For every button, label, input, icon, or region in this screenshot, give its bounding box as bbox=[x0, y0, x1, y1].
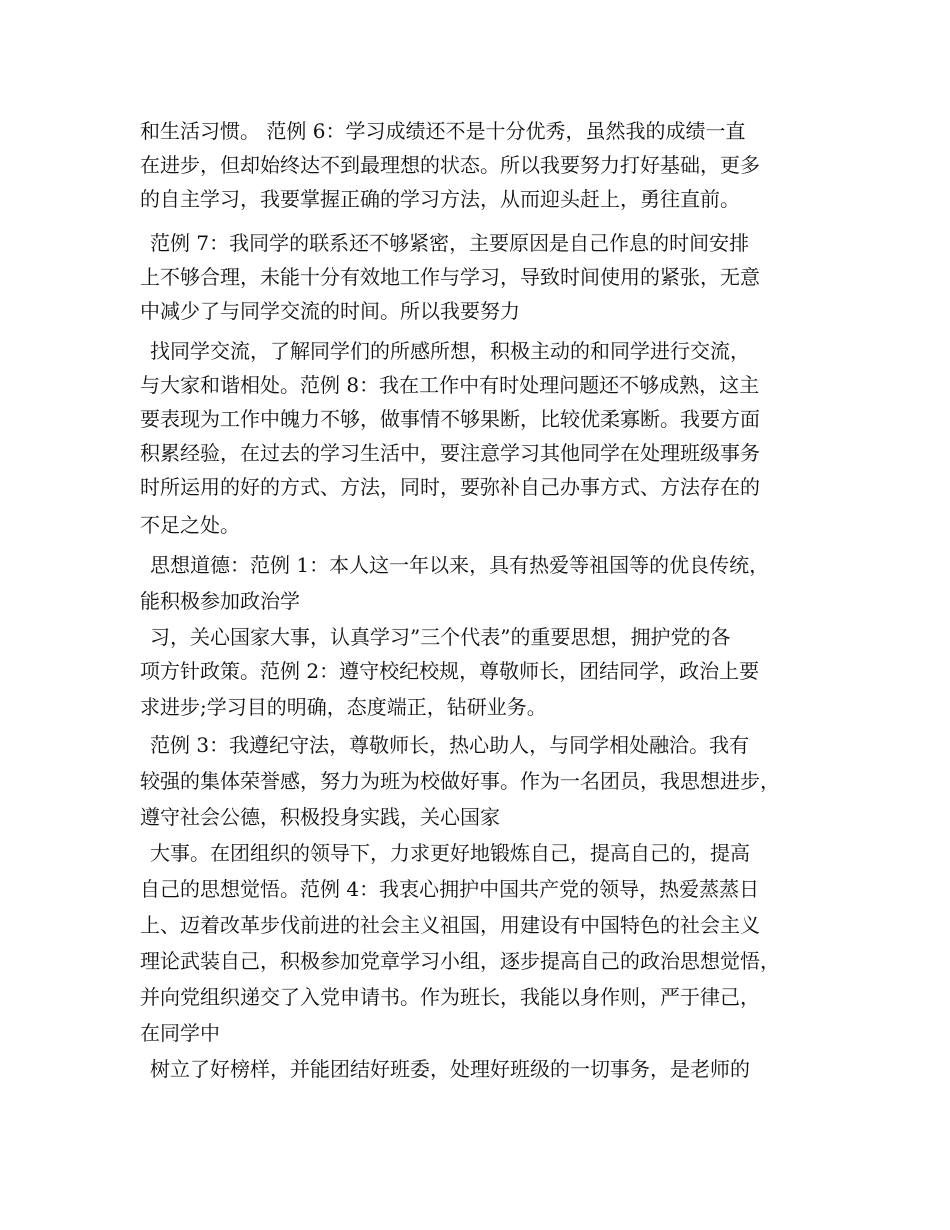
text-line: 找同学交流，了解同学们的所感所想，积极主动的和同学进行交流， bbox=[150, 339, 750, 363]
text-line: 遵守社会公德，积极投身实践，关心国家 bbox=[140, 805, 500, 829]
text-line: 上不够合理，未能十分有效地工作与学习，导致时间使用的紧张，无意 bbox=[140, 265, 760, 289]
text-line: 不足之处。 bbox=[140, 513, 240, 537]
text-line: 在进步，但却始终达不到最理想的状态。所以我要努力打好基础，更多 bbox=[140, 153, 760, 177]
text-line: 求进步;学习目的明确，态度端正，钻研业务。 bbox=[140, 695, 547, 719]
text-line: 自己的思想觉悟。范例 4：我衷心拥护中国共产党的领导，热爱蒸蒸日 bbox=[140, 877, 760, 901]
text-line: 在同学中 bbox=[140, 1021, 220, 1045]
text-line: 大事。在团组织的领导下，力求更好地锻炼自己，提高自己的，提高 bbox=[150, 841, 750, 865]
text-line: 要表现为工作中魄力不够，做事情不够果断，比较优柔寡断。我要方面 bbox=[140, 407, 760, 431]
text-line: 与大家和谐相处。范例 8：我在工作中有时处理问题还不够成熟，这主 bbox=[140, 373, 760, 397]
text-line: 范例 3：我遵纪守法，尊敬师长，热心助人，与同学相处融洽。我有 bbox=[150, 733, 750, 757]
text-line: 中减少了与同学交流的时间。所以我要努力 bbox=[140, 299, 520, 323]
text-line: 积累经验，在过去的学习生活中，要注意学习其他同学在处理班级事务 bbox=[140, 441, 760, 465]
text-line: 项方针政策。范例 2：遵守校纪校规，尊敬师长，团结同学，政治上要 bbox=[140, 659, 760, 683]
text-line: 上、迈着改革步伐前进的社会主义祖国，用建设有中国特色的社会主义 bbox=[140, 913, 760, 937]
text-line: 的自主学习，我要掌握正确的学习方法，从而迎头赶上，勇往直前。 bbox=[140, 187, 740, 211]
text-line: 树立了好榜样，并能团结好班委，处理好班级的一切事务，是老师的 bbox=[150, 1057, 750, 1081]
text-line: 时所运用的好的方式、方法，同时，要弥补自己办事方式、方法存在的 bbox=[140, 475, 760, 499]
text-line: 思想道德：范例 1：本人这一年以来，具有热爱等祖国等的优良传统， bbox=[150, 553, 770, 577]
text-line: 并向党组织递交了入党申请书。作为班长，我能以身作则，严于律己， bbox=[140, 985, 760, 1009]
text-line: 较强的集体荣誉感，努力为班为校做好事。作为一名团员，我思想进步， bbox=[140, 769, 780, 793]
text-line: 能积极参加政治学 bbox=[140, 589, 300, 613]
text-line: 和生活习惯。 范例 6：学习成绩还不是十分优秀，虽然我的成绩一直 bbox=[140, 119, 746, 143]
text-line: 习，关心国家大事，认真学习”三个代表”的重要思想，拥护党的各 bbox=[150, 625, 731, 649]
text-line: 理论武装自己，积极参加党章学习小组，逐步提高自己的政治思想觉悟， bbox=[140, 949, 780, 973]
text-line: 范例 7：我同学的联系还不够紧密，主要原因是自己作息的时间安排 bbox=[150, 231, 750, 255]
